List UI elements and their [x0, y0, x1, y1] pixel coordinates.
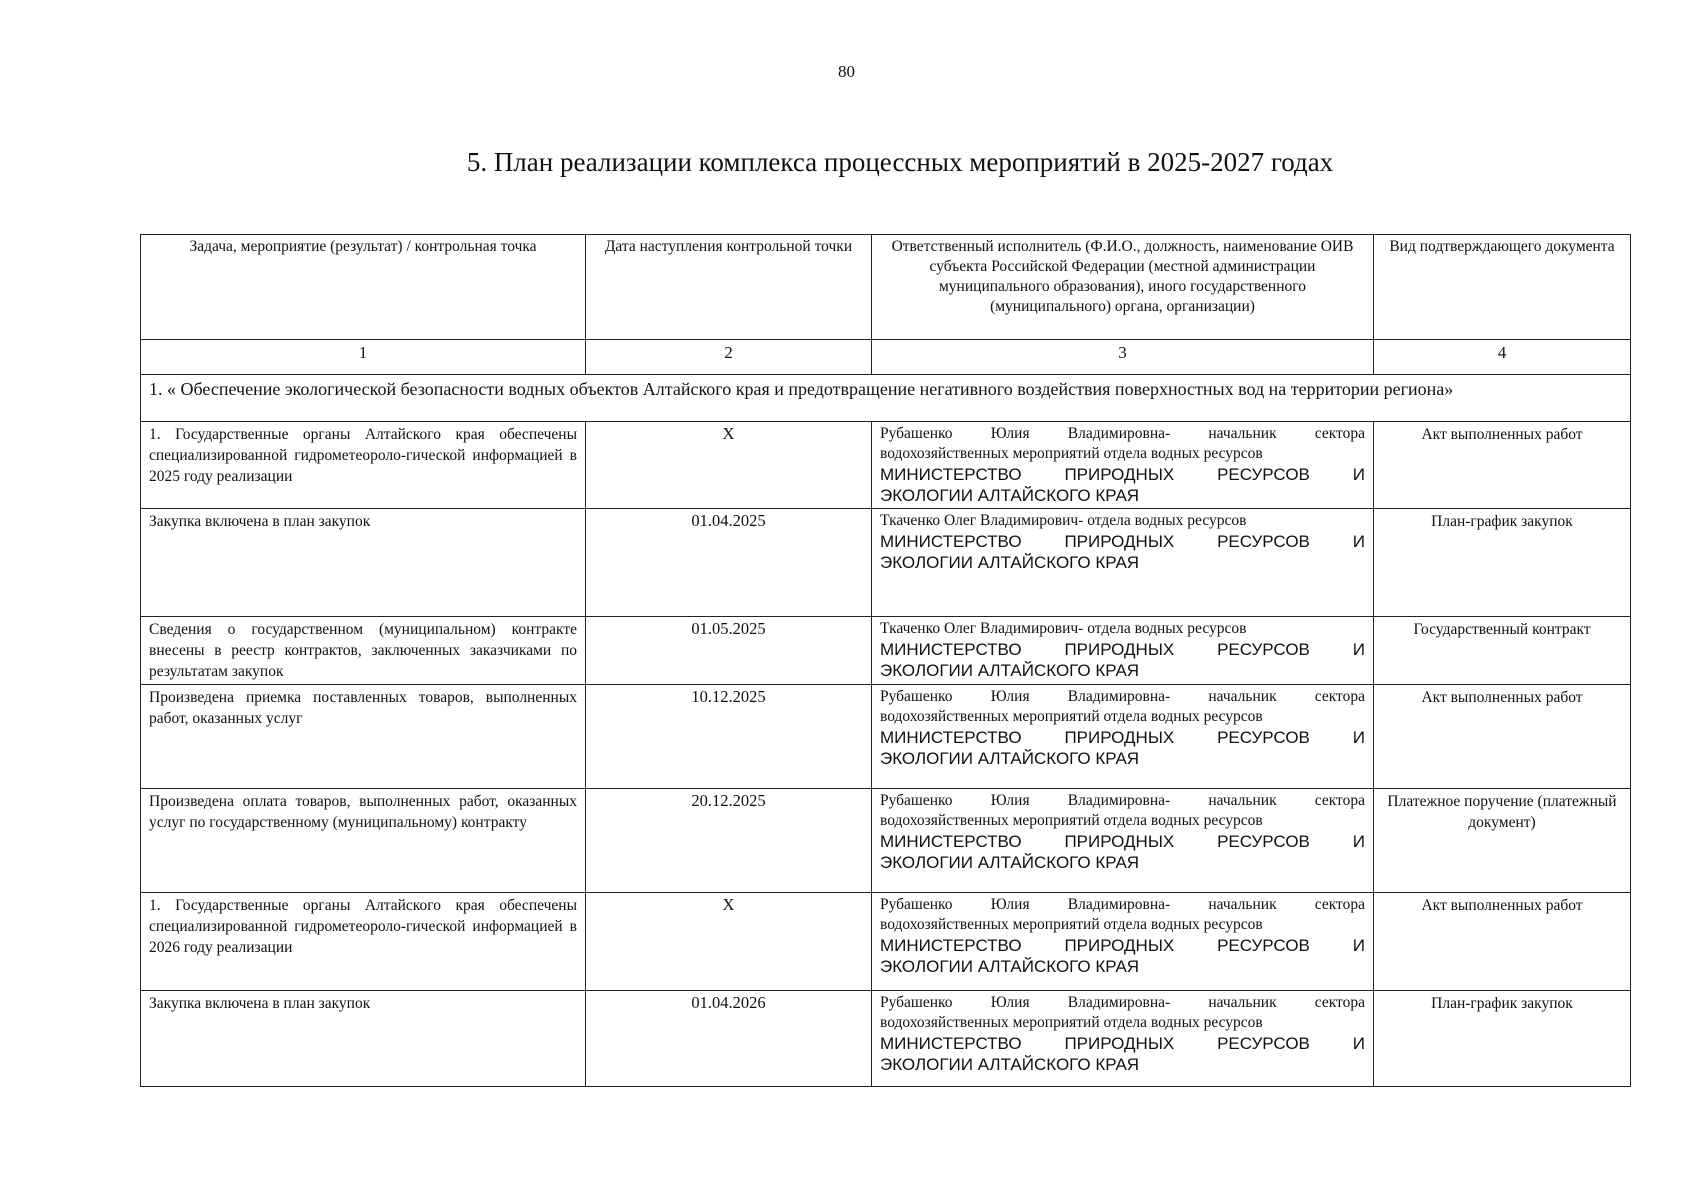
responsible-department: водохозяйственных мероприятий отдела водных ресурсов [880, 708, 1263, 725]
ministry-name-line1: МИНИСТЕРСТВО ПРИРОДНЫХ РЕСУРСОВ И [880, 728, 1365, 747]
cell-date: 01.04.2026 [586, 991, 872, 1087]
header-row [141, 235, 1631, 340]
responsible-department: водохозяйственных мероприятий отдела водных ресурсов [880, 445, 1263, 462]
cell-document: Акт выполненных работ [1374, 685, 1631, 789]
cell-document: Государственный контракт [1374, 617, 1631, 685]
cell-document: Платежное поручение (платежный документ) [1374, 789, 1631, 893]
cell-responsible [872, 991, 1374, 1087]
cell-date: 01.04.2025 [586, 509, 872, 617]
task-title-row [141, 375, 1631, 422]
cell-date: X [586, 422, 872, 509]
ministry-name-line2: ЭКОЛОГИИ АЛТАЙСКОГО КРАЯ [880, 749, 1140, 768]
responsible-person: Ткаченко Олег Владимирович- отдела водных ресурсов [880, 620, 1247, 637]
table-row [141, 617, 1631, 685]
ministry-name-line1: МИНИСТЕРСТВО ПРИРОДНЫХ РЕСУРСОВ И [880, 532, 1365, 551]
cell-document: Акт выполненных работ [1374, 422, 1631, 509]
task-title: 1. « Обеспечение экологической безопасности водных объектов Алтайского края и предотвращение негативного воздействия поверхностных вод на территории региона» [141, 375, 1631, 422]
column-number-2: 2 [586, 340, 872, 375]
ministry-name-line2: ЭКОЛОГИИ АЛТАЙСКОГО КРАЯ [880, 661, 1140, 680]
cell-responsible [872, 509, 1374, 617]
responsible-department: водохозяйственных мероприятий отдела водных ресурсов [880, 1014, 1263, 1031]
column-number-4: 4 [1374, 340, 1631, 375]
ministry-name-line2: ЭКОЛОГИИ АЛТАЙСКОГО КРАЯ [880, 486, 1140, 505]
page-title: 5. План реализации комплекса процессных мероприятий в 2025-2027 годах [466, 147, 1334, 177]
cell-task: 1. Государственные органы Алтайского края обеспечены специализированной гидрометеороло-гической информацией в 2025 году реализации [141, 422, 586, 509]
column-number-3: 3 [872, 340, 1374, 375]
ministry-name-line1: МИНИСТЕРСТВО ПРИРОДНЫХ РЕСУРСОВ И [880, 832, 1365, 851]
cell-task: Произведена оплата товаров, выполненных работ, оказанных услуг по государственному (муниципальному) контракту [141, 789, 586, 893]
cell-responsible [872, 893, 1374, 991]
column-number-row [141, 340, 1631, 375]
cell-task: Произведена приемка поставленных товаров, выполненных работ, оказанных услуг [141, 685, 586, 789]
cell-task: Закупка включена в план закупок [141, 509, 586, 617]
responsible-person: Рубашенко Юлия Владимировна- начальник сектора [880, 994, 1365, 1011]
cell-date: 10.12.2025 [586, 685, 872, 789]
cell-responsible [872, 617, 1374, 685]
cell-task: 1. Государственные органы Алтайского края обеспечены специализированной гидрометеороло-гической информацией в 2026 году реализации [141, 893, 586, 991]
page-number: 80 [838, 62, 855, 81]
ministry-name-line2: ЭКОЛОГИИ АЛТАЙСКОГО КРАЯ [880, 1055, 1140, 1074]
cell-responsible [872, 422, 1374, 509]
cell-date: 20.12.2025 [586, 789, 872, 893]
table-row [141, 893, 1631, 991]
cell-date: X [586, 893, 872, 991]
ministry-name-line1: МИНИСТЕРСТВО ПРИРОДНЫХ РЕСУРСОВ И [880, 936, 1365, 955]
ministry-name-line1: МИНИСТЕРСТВО ПРИРОДНЫХ РЕСУРСОВ И [880, 465, 1365, 484]
responsible-person: Рубашенко Юлия Владимировна- начальник сектора [880, 425, 1365, 442]
cell-document: Акт выполненных работ [1374, 893, 1631, 991]
column-number-1: 1 [141, 340, 586, 375]
header-date: Дата наступления контрольной точки [586, 235, 872, 340]
responsible-person: Рубашенко Юлия Владимировна- начальник сектора [880, 792, 1365, 809]
responsible-department: водохозяйственных мероприятий отдела водных ресурсов [880, 812, 1263, 829]
cell-document: План-график закупок [1374, 509, 1631, 617]
cell-responsible [872, 789, 1374, 893]
ministry-name-line1: МИНИСТЕРСТВО ПРИРОДНЫХ РЕСУРСОВ И [880, 640, 1365, 659]
plan-table [140, 234, 1631, 1087]
table-row [141, 789, 1631, 893]
cell-responsible [872, 685, 1374, 789]
header-responsible: Ответственный исполнитель (Ф.И.О., должность, наименование ОИВ субъекта Российской Федерации (местной администрации муниципального образования), иного государственного (муниципального) органа, организации) [872, 235, 1374, 340]
cell-task: Закупка включена в план закупок [141, 991, 586, 1087]
responsible-person: Ткаченко Олег Владимирович- отдела водных ресурсов [880, 512, 1247, 529]
cell-date: 01.05.2025 [586, 617, 872, 685]
ministry-name-line2: ЭКОЛОГИИ АЛТАЙСКОГО КРАЯ [880, 553, 1140, 572]
cell-task: Сведения о государственном (муниципальном) контракте внесены в реестр контрактов, заключенных заказчиками по результатам закупок [141, 617, 586, 685]
cell-document: План-график закупок [1374, 991, 1631, 1087]
responsible-person: Рубашенко Юлия Владимировна- начальник сектора [880, 896, 1365, 913]
header-task: Задача, мероприятие (результат) / контрольная точка [141, 235, 586, 340]
header-document: Вид подтверждающего документа [1374, 235, 1631, 340]
responsible-department: водохозяйственных мероприятий отдела водных ресурсов [880, 916, 1263, 933]
table-row [141, 991, 1631, 1087]
table-row [141, 685, 1631, 789]
ministry-name-line1: МИНИСТЕРСТВО ПРИРОДНЫХ РЕСУРСОВ И [880, 1034, 1365, 1053]
table-row [141, 422, 1631, 509]
ministry-name-line2: ЭКОЛОГИИ АЛТАЙСКОГО КРАЯ [880, 957, 1140, 976]
responsible-person: Рубашенко Юлия Владимировна- начальник сектора [880, 688, 1365, 705]
ministry-name-line2: ЭКОЛОГИИ АЛТАЙСКОГО КРАЯ [880, 853, 1140, 872]
table-row [141, 509, 1631, 617]
